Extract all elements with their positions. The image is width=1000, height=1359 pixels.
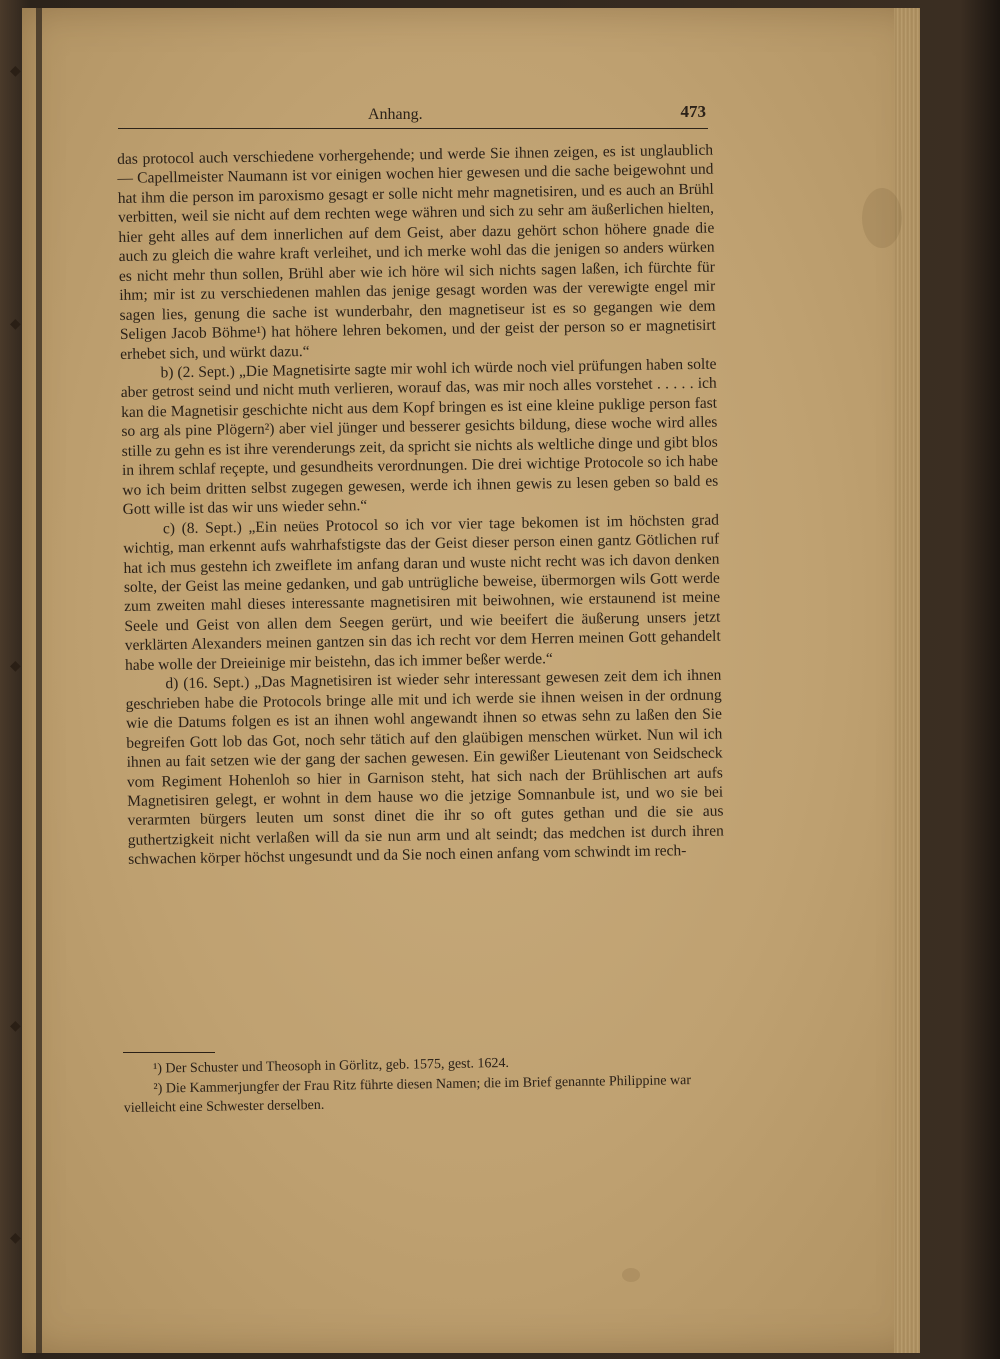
paragraph-c: c) (8. Sept.) „Ein neües Protocol so ich vor vier tage bekomen ist im höchsten grad wichtig, man erkennt aufs wahrhafstigste das der Geist dieser person einen gantz Götlichen ruf hat ich mus gestehn ich zweiflete im anfang daran und wuste nicht recht was ich davon denken solte, der Geist las meine gedanken, und gab untrügliche beweise, übermorgen wils Gott werde zum zweiten mahl dieses interessante magnetisiren mit beiwohnen, wie erstaunend ist meine Seele und Geist von allen dem Seegen gerürt, und wie beeifert die äußerung unsers jetzt verklärten Alexanders meinen gantzen sin das ich recht vor dem Herren meinen Gott gehandelt habe wolle der Dreieinige mir beistehn, das ich immer beßer werde.“ — [123, 511, 721, 674]
paragraph-a-continued: das protocol auch verschiedene vorhergehende; und werde Sie ihnen zeigen, es ist unglaublich — Capellmeister Naumann ist vor einigen wochen hier gewesen und die sache beigewohnt und hat ihm die person im paroxismo gesagt er solle nicht mehr magnetisiren, und es auch an Brühl verbitten, weil sie nicht auf dem rechten wege währen und sich zu sehr am äußerlichen hielten, hier geht alles auf dem innerlichen auf dem Geist, aber dazu gehört schon höhere gnade die auch zu gleich die wahre kraft verleihet, und ich merke wohl das die jenigen so anders würken es nicht mehr thun sollen, Brühl aber wie ich höre wil sich nichts sagen laßen, ich fürchte für ihm; mir ist zu verschiedenen mahlen das jenige gesagt worden was der verewigte engel mir sagen lies, genung die sache ist wunderbahr, den magnetiseur ist es so gegangen wie dem Seligen Jacob Böhme¹) hat höhere lehren bekomen, und der geist der person so er magnetisirt erhebet sich, und würkt dazu.“ — [117, 141, 716, 363]
footnote-2: ²) Die Kammerjungfer der Frau Ritz führte diesen Namen; die im Brief genannte Philippine war vielleicht eine Schwester derselben. — [123, 1072, 692, 1116]
stain — [862, 188, 902, 248]
binding-stitch-icon: ◆ — [10, 1019, 21, 1034]
binding-stitch-icon: ◆ — [10, 659, 21, 674]
binding-stitch-icon: ◆ — [10, 317, 21, 332]
page-number: 473 — [680, 102, 706, 121]
binding-stitch-icon: ◆ — [10, 64, 21, 79]
stain — [622, 1268, 640, 1282]
running-head — [118, 100, 708, 129]
paragraph-d: d) (16. Sept.) „Das Magnetisiren ist wieder sehr interessant gewesen zeit dem ich ihnen geschrieben habe die Protocols bringe alle mit und ich werde sie ihnen weisen in der ordnung wie die Datums folgen es ist an ihnen wohl angewandt ihnen so etwas sehn zu laßen den Sie begreifen Gott lob das Got, noch sehr tätich auf den glaübigen menschen würket. Nun wil ich ihnen au fait setzen wie der gang der sachen gewesen. Ein gewißer Lieutenant von Seidscheck vom Regiment Hohenloh so hier in Garnison steht, hat sich nach der Brühlischen art aufs Magnetisiren gelegt, er wohnt in dem hause wo die jetzige Somnanbule ist, und wo sie bei verarmten bürgers leuten um sonst dinet die ihr so oft gutes gethan und die sie aus guthertzigkeit nicht verlaßen will da sie nun arm und alt seindt; das medchen ist durch ihren schwachen körper höchst ungesundt und da Sie noch einen anfang vom schwindt im rech- — [125, 666, 724, 869]
footnote-1: ¹) Der Schuster und Theosoph in Görlitz, geb. 1575, gest. 1624. — [153, 1055, 510, 1077]
running-head-title: Anhang. — [368, 106, 423, 123]
binding-gutter — [36, 8, 42, 1353]
body-text — [117, 141, 724, 870]
footnotes — [123, 1051, 714, 1119]
footnote-rule — [123, 1052, 215, 1053]
binding-stitch-icon: ◆ — [10, 1231, 21, 1246]
paragraph-b: b) (2. Sept.) „Die Magnetisirte sagte mir wohl ich würde noch viel prüfungen haben solte aber getrost seind und nicht muth verlieren, worauf das, was mir noch alles vorstehet . . . . . ich kan die Magnetisir geschichte nicht aus dem Kopf bringen es ist eine kleine puklige person fast so arg als pine Plögern²) aber viel jünger und besserer gesichts bildung, diese woche wird alles stille zu gehn es ist ihre verenderungs zeit, da spricht sie nichts als weltliche dinge und gibt blos in ihrem schlaf reçepte, und gesundheits verordnungen. Die drei wichtige Protocole so ich habe wo ich beim dritten selbst zugegen gewesen, werde ich ihnen gewis zu lesen geben so bald es Gott wille ist das wir uns wieder sehn.“ — [120, 355, 719, 519]
